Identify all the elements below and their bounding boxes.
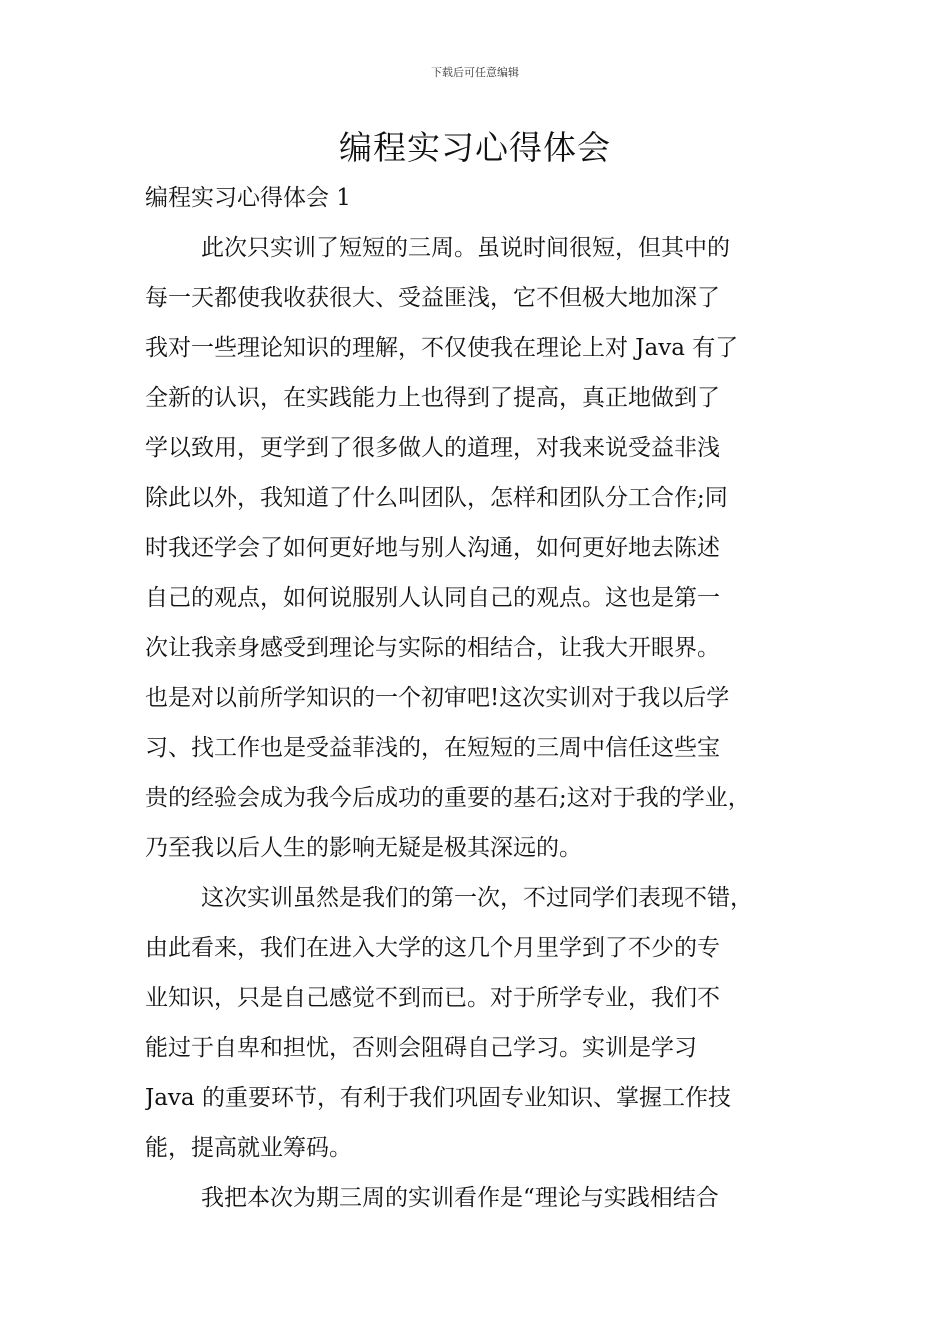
paragraph-2-line-6: 能，提高就业筹码。 xyxy=(145,1135,352,1161)
paragraph-1-line-12: 贵的经验会成为我今后成功的重要的基石;这对于我的学业， xyxy=(145,785,751,811)
paragraph-1-line-7: 时我还学会了如何更好地与别人沟通，如何更好地去陈述 xyxy=(145,535,720,561)
paragraph-3-line-1: 我把本次为期三周的实训看作是“理论与实践相结合 xyxy=(201,1185,719,1211)
section-heading: 编程实习心得体会 1 xyxy=(145,185,351,211)
document-title: 编程实习心得体会 xyxy=(339,128,611,167)
header-note: 下载后可任意编辑 xyxy=(431,66,519,79)
paragraph-1-line-2: 每一天都使我收获很大、受益匪浅，它不但极大地加深了 xyxy=(145,285,720,311)
paragraph-1-line-3: 我对一些理论知识的理解，不仅使我在理论上对 Java 有了 xyxy=(145,335,739,361)
paragraph-1-line-13: 乃至我以后人生的影响无疑是极其深远的。 xyxy=(145,835,582,861)
paragraph-1-line-8: 自己的观点，如何说服别人认同自己的观点。这也是第一 xyxy=(145,585,720,611)
paragraph-1-line-11: 习、找工作也是受益菲浅的，在短短的三周中信任这些宝 xyxy=(145,735,720,761)
paragraph-1-line-1: 此次只实训了短短的三周。虽说时间很短，但其中的 xyxy=(201,235,730,261)
paragraph-2-line-5: Java 的重要环节，有利于我们巩固专业知识、掌握工作技 xyxy=(145,1085,731,1111)
paragraph-2-line-2: 由此看来，我们在进入大学的这几个月里学到了不少的专 xyxy=(145,935,720,961)
paragraph-1-line-10: 也是对以前所学知识的一个初审吧!这次实训对于我以后学 xyxy=(145,685,730,711)
paragraph-1-line-5: 学以致用，更学到了很多做人的道理，对我来说受益非浅 xyxy=(145,435,720,461)
paragraph-1-line-9: 次让我亲身感受到理论与实际的相结合，让我大开眼界。 xyxy=(145,635,720,661)
paragraph-2-line-4: 能过于自卑和担忧，否则会阻碍自己学习。实训是学习 xyxy=(145,1035,697,1061)
paragraph-2-line-3: 业知识，只是自己感觉不到而已。对于所学专业，我们不 xyxy=(145,985,720,1011)
paragraph-2-line-1: 这次实训虽然是我们的第一次，不过同学们表现不错， xyxy=(201,885,753,911)
paragraph-1-line-6: 除此以外，我知道了什么叫团队，怎样和团队分工合作;同 xyxy=(145,485,728,511)
paragraph-1-line-4: 全新的认识，在实践能力上也得到了提高，真正地做到了 xyxy=(145,385,720,411)
